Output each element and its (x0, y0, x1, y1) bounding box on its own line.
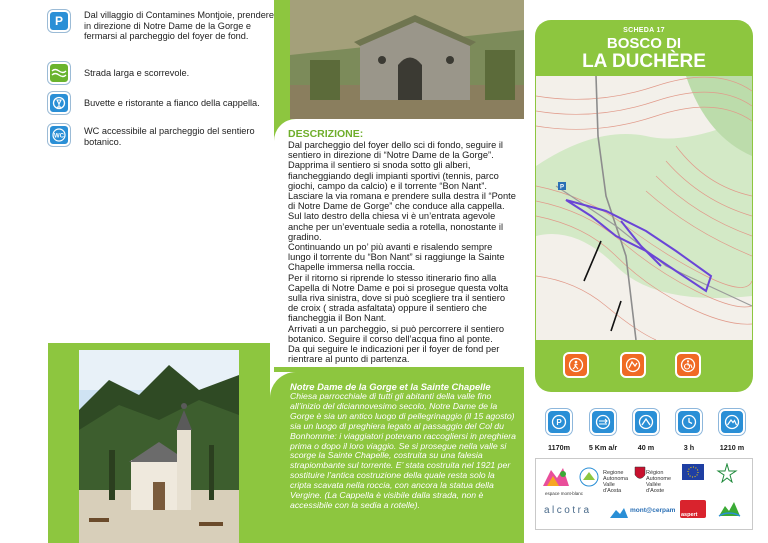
svg-text:WC: WC (54, 133, 64, 140)
stat-parking-altitude: 1170m (548, 443, 570, 452)
legend-bar (48, 92, 278, 114)
aspert-label: aspert (681, 512, 698, 518)
description-paragraph: Dal parcheggio del foyer dello sci di fondo, seguire il sentiero in direzione di “Notre Dame de la Gorge”. Dapprima il sentiero si snoda sotto gli alberi, fiancheggiando degli impianti sportivi (tennis, parco giochi, campo da calcio) e il torrente “Bon Nant”. Lasciare la via romana e prendere sulla destra il “Ponte di Notre Dame de Gorge” che conduce alla cappella. Sul lato destro della chiesa vi è un’entrata agevole anche per un’eventuale sedia a rotella, nonostante il gradino. (288, 140, 516, 242)
elevation-gain-icon (633, 409, 659, 435)
wheelchair-icon (675, 352, 701, 378)
wc-icon (48, 124, 70, 146)
description-paragraph: Arrivati a un parcheggio, si può percorrere il sentiero botanico. Seguire il corso dell’acqua fino al ponte. (288, 323, 505, 344)
stat-time: 3 h (683, 443, 695, 452)
bar-icon (48, 92, 70, 114)
history-body: Chiesa parrocchiale di tutti gli abitanti della valle fino all’inizio del diciannovesimo secolo, Notre Dame de la Gorge è sia un antico luogo di pellegrinaggio (il 15 agosto) sia un luogo di preghiera legato al passaggio del Col du Bonhomme: i viaggiatori potevano raccogliersi in preghiera prima o dopo il loro viaggio. Se si prosegue nella valle si scorge la Sainte Chapelle, costruita su una falesia strapiombante sul torrente. E’ stata costruita nel 1921 per sostituire l’antica costruzione della quale resta solo la cripta scavata nella roccia, con ancora la statua della Vergine. (La Cappella è visibile dalla strada, non è accessibile con la sedia a rotelle). (290, 391, 516, 510)
alcotra-label: alcotra (544, 505, 592, 516)
description-body (288, 140, 516, 364)
chapel-photo (290, 0, 524, 119)
espace-label: espace mont-blanc (545, 491, 584, 496)
legend-parking (48, 10, 278, 42)
parking-icon: P (48, 10, 70, 32)
stat-max-altitude: 1210 m (719, 443, 745, 452)
legend-road (48, 62, 278, 84)
family-icon (620, 352, 646, 378)
stat-elevation-gain: 40 m (637, 443, 655, 452)
italy-emblem-logo (716, 463, 738, 483)
legend-wc (48, 124, 278, 147)
mont-cerpam-emblem (608, 504, 630, 522)
sheet-number: SCHEDA 17 (623, 27, 665, 34)
history-title: Notre Dame de la Gorge et la Sainte Chapelle (290, 381, 491, 392)
stat-distance: 5 Km a/r (588, 443, 618, 452)
legend-bar-text: Buvette e ristorante a fianco della cappella. (84, 98, 260, 108)
legend-parking-text: Dal villaggio di Contamines Montjoie, prendere in direzione di Notre Dame de la Gorge e fermarsi al parcheggio del foyer de fond. (84, 10, 274, 41)
max-altitude-icon (719, 409, 745, 435)
card-title-line1: BOSCO DI (606, 35, 682, 52)
svg-text:P: P (556, 418, 562, 427)
mont-cerpam-label: mont@cerpam (630, 507, 676, 514)
road-icon (48, 62, 70, 84)
svg-text:P: P (559, 184, 565, 191)
trail-map (536, 76, 752, 340)
card-title-line2: LA DUCHÈRE (582, 51, 706, 72)
coat-of-arms-1 (634, 466, 646, 482)
description-paragraph: Per il ritorno si riprende lo stesso itinerario fino alla Capella di Notre Dame e poi si prosegue questa volta sulla riva sinistra, dove si può scegliere tra il sentiero de croix ( strada asfaltata) oppure il sentiero che fiancheggia il Bon Nant. (288, 272, 509, 324)
altitude-parking-icon (546, 409, 572, 435)
distance-icon (590, 409, 616, 435)
espace-mont-blanc-logo (541, 464, 571, 490)
description-paragraph: Da qui seguire le indicazioni per il foyer de fond per rientrare al punto di partenza. (288, 344, 500, 365)
legend-road-text: Strada larga e scorrevole. (84, 68, 190, 78)
hiking-icon (563, 352, 589, 378)
description-paragraph: Continuando un po’ più avanti e risalendo sempre lungo il torrente du “Bon Nant” si raggiunge la Sainte Chapelle immersa nella roccia. (288, 242, 505, 273)
vda-logo-2: Région Autonome Vallée d'Aoste (646, 470, 672, 494)
eu-flag-logo (682, 464, 704, 480)
vda-logo-1: Regione Autonoma Valle d'Aosta (603, 470, 629, 494)
region-logo (716, 498, 742, 520)
time-icon (676, 409, 702, 435)
description-title: DESCRIZIONE: (288, 128, 364, 140)
church-photo (79, 350, 239, 543)
alcotra-emblem (578, 466, 600, 488)
legend-wc-text: WC accessibile al parcheggio del sentiero botanico. (84, 126, 255, 147)
